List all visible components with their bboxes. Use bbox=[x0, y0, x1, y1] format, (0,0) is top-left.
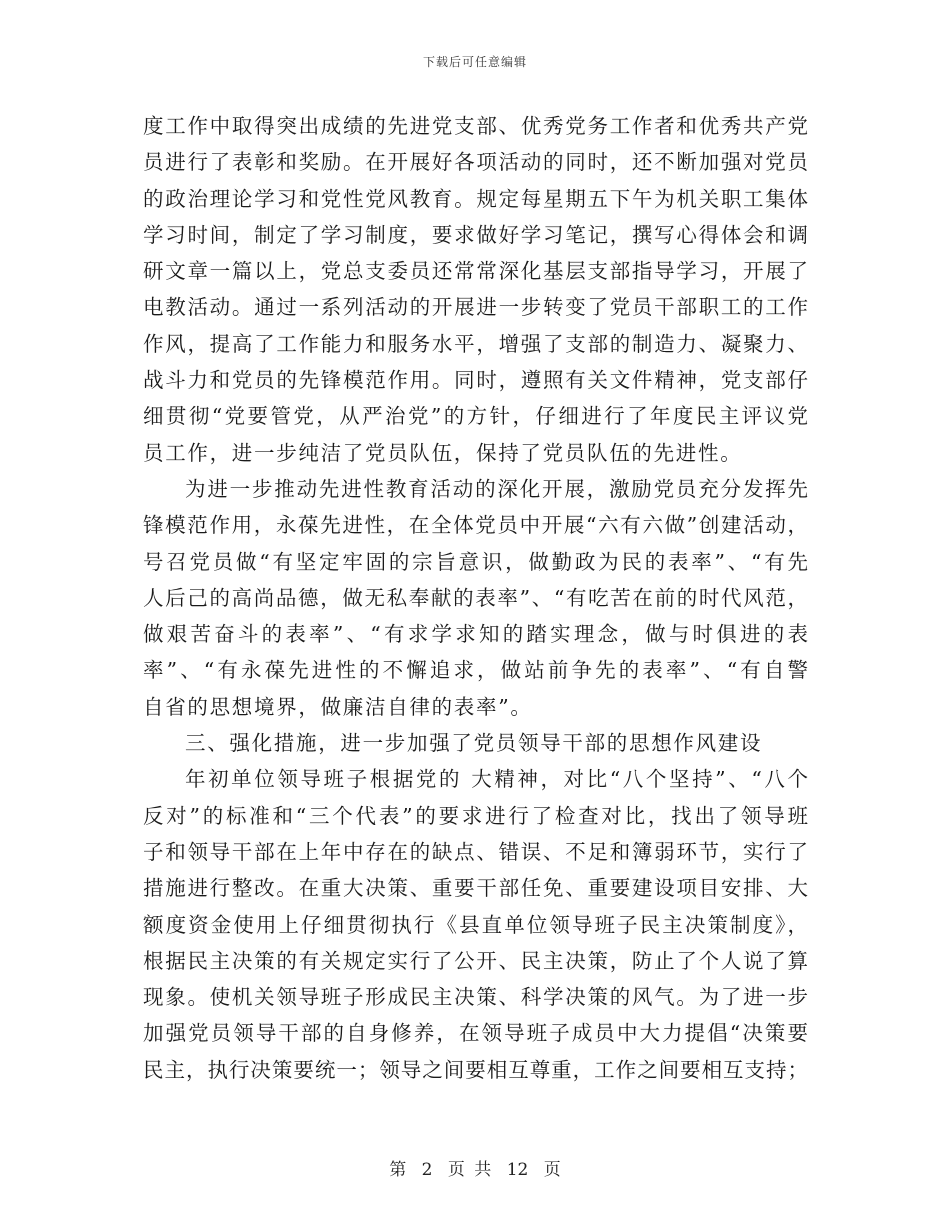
body-line: 战斗力和党员的先锋模范作用。同时，遵照有关文件精神，党支部仔 bbox=[143, 368, 808, 393]
body-line: 研文章一篇以上，党总支委员还常常深化基层支部指导学习，开展了 bbox=[143, 259, 808, 284]
body-line: 措施进行整改。在重大决策、重要干部任免、重要建设项目安排、大 bbox=[143, 876, 808, 901]
body-line: 细贯彻“党要管党，从严治党”的方针，仔细进行了年度民主评议党 bbox=[143, 404, 808, 429]
page-footer bbox=[0, 1155, 950, 1180]
body-line: 额度资金使用上仔细贯彻执行《县直单位领导班子民主决策制度》， bbox=[143, 912, 808, 937]
body-line: 做艰苦奋斗的表率”、“有求学求知的踏实理念，做与时俱进的表 bbox=[143, 622, 808, 647]
body-line: 反对”的标准和“三个代表”的要求进行了检查对比，找出了领导班 bbox=[143, 803, 808, 828]
footer-suffix: 页 bbox=[543, 1160, 561, 1180]
body-line: 号召党员做“有坚定牢固的宗旨意识，做勤政为民的表率”、“有先 bbox=[143, 549, 808, 574]
body-line: 子和领导干部在上年中存在的缺点、错误、不足和簿弱环节，实行了 bbox=[143, 839, 808, 864]
body-line: 员进行了表彰和奖励。在开展好各项活动的同时，还不断加强对党员 bbox=[143, 150, 808, 175]
page-header-note: 下载后可任意编辑 bbox=[422, 55, 527, 69]
body-line: 学习时间，制定了学习制度，要求做好学习笔记，撰写心得体会和调 bbox=[143, 222, 808, 247]
paragraph-first-line: 为进一步推动先进性教育活动的深化开展，激励党员充分发挥先 bbox=[185, 476, 808, 501]
footer-middle: 页 共 bbox=[447, 1160, 492, 1180]
body-line: 锋模范作用，永葆先进性，在全体党员中开展“六有六做”创建活动， bbox=[143, 513, 808, 538]
total-page-count: 12 bbox=[506, 1160, 529, 1180]
body-line: 的政治理论学习和党性党风教育。规定每星期五下午为机关职工集体 bbox=[143, 186, 808, 211]
section-heading: 三、强化措施，进一步加强了党员领导干部的思想作风建设 bbox=[185, 731, 763, 756]
body-line: 现象。使机关领导班子形成民主决策、科学决策的风气。为了进一步 bbox=[143, 985, 808, 1010]
body-line: 电教活动。通过一系列活动的开展进一步转变了党员干部职工的工作 bbox=[143, 295, 808, 320]
paragraph-first-line: 年初单位领导班子根据党的 大精神，对比“八个坚持”、“八个 bbox=[185, 767, 808, 792]
document-body bbox=[143, 108, 808, 1088]
body-line: 员工作，进一步纯洁了党员队伍，保持了党员队伍的先进性。 bbox=[143, 440, 743, 465]
body-line: 率”、“有永葆先进性的不懈追求，做站前争先的表率”、“有自警 bbox=[143, 658, 808, 683]
current-page-number: 2 bbox=[421, 1160, 433, 1180]
body-line: 根据民主决策的有关规定实行了公开、民主决策，防止了个人说了算 bbox=[143, 948, 808, 973]
body-line: 作风，提高了工作能力和服务水平，增强了支部的制造力、凝聚力、 bbox=[143, 331, 808, 356]
body-line: 自省的思想境界，做廉洁自律的表率”。 bbox=[143, 694, 533, 719]
body-line: 加强党员领导干部的自身修养，在领导班子成员中大力提倡“决策要 bbox=[143, 1021, 808, 1046]
body-line: 民主，执行决策要统一；领导之间要相互尊重，工作之间要相互支持； bbox=[143, 1057, 808, 1082]
footer-prefix: 第 bbox=[389, 1160, 407, 1180]
body-line: 度工作中取得突出成绩的先进党支部、优秀党务工作者和优秀共产党 bbox=[143, 114, 808, 138]
body-line: 人后己的高尚品德，做无私奉献的表率”、“有吃苦在前的时代风范， bbox=[143, 585, 808, 610]
